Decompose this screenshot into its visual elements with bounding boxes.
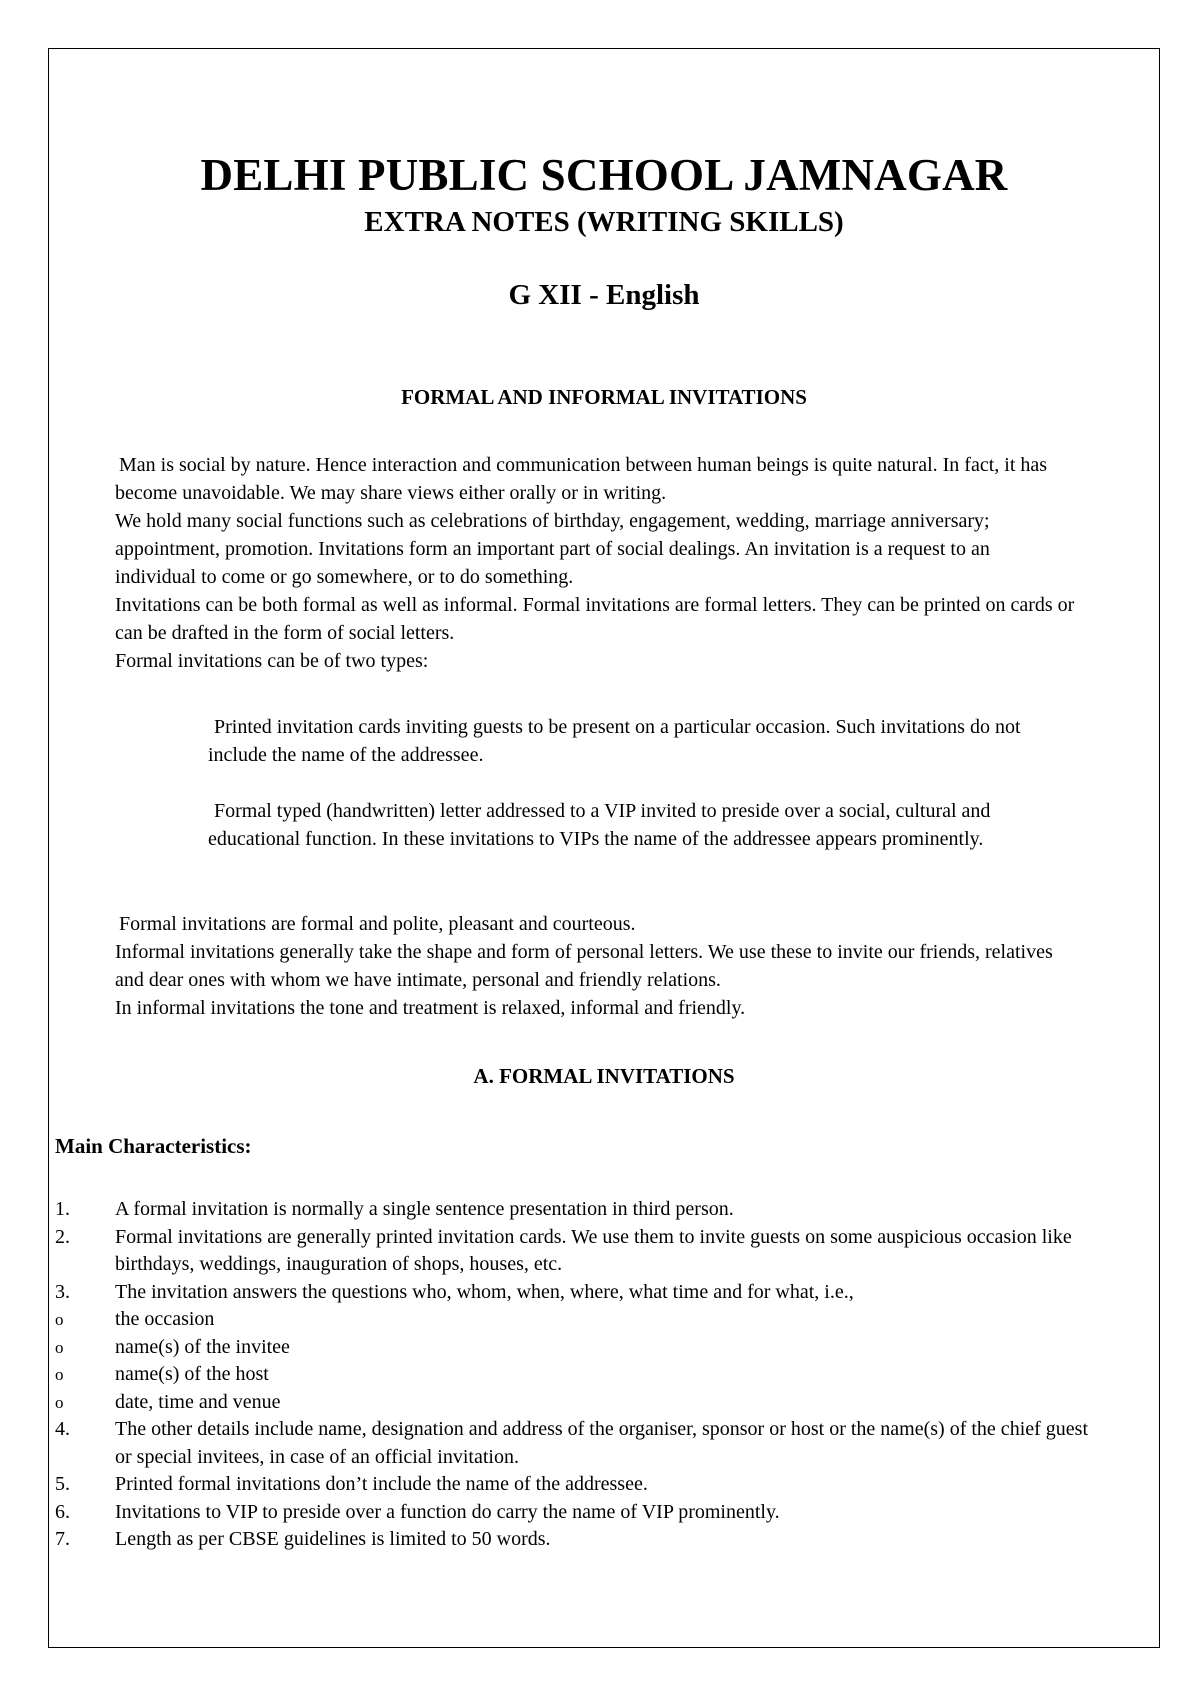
outro-paragraph: In informal invitations the tone and treatment is relaxed, informal and friendly. [115, 997, 746, 1019]
list-item [55, 1526, 1105, 1554]
list-item-text: name(s) of the host [115, 1363, 269, 1385]
characteristics-list [55, 1196, 1105, 1554]
list-marker: o [55, 1392, 64, 1412]
list-item-text: Invitations to VIP to preside over a function do carry the name of VIP prominently. [115, 1500, 780, 1523]
list-marker: 6. [55, 1500, 70, 1523]
list-item-text: A formal invitation is normally a single sentence presentation in third person. [115, 1198, 734, 1220]
intro-paragraph: Invitations can be both formal as well as informal. Formal invitations are formal letters. They can be printed on cards or can be drafted in the form of social letters. [115, 594, 1075, 644]
list-item-text: the occasion [115, 1308, 215, 1330]
list-marker: o [55, 1310, 64, 1329]
section-title: FORMAL AND INFORMAL INVITATIONS [401, 385, 807, 409]
list-marker: 4. [55, 1418, 70, 1440]
intro-paragraphs [115, 451, 1075, 675]
list-item [55, 1306, 1105, 1334]
list-item-text: Formal invitations are generally printed invitation cards. We use them to invite guests on some auspicious occasion like birthdays, weddings, inauguration of shops, houses, etc. [115, 1225, 1072, 1275]
list-marker: o [55, 1337, 64, 1357]
list-marker: 3. [55, 1280, 70, 1303]
list-marker: 5. [55, 1473, 70, 1495]
list-item [55, 1389, 1105, 1417]
list-item [55, 1224, 1105, 1279]
outro-paragraph: Formal invitations are formal and polite, pleasant and courteous. [119, 913, 636, 935]
invitation-types [208, 713, 1068, 881]
list-marker: 1. [55, 1198, 70, 1220]
school-title: DELHI PUBLIC SCHOOL JAMNAGAR [200, 150, 1008, 200]
list-item [55, 1334, 1105, 1362]
list-marker: 7. [55, 1528, 70, 1550]
intro-paragraph: Man is social by nature. Hence interaction and communication between human beings is quite natural. In fact, it has become unavoidable. We may share views either orally or in writing. [115, 454, 1048, 504]
list-item [55, 1361, 1105, 1389]
list-item [55, 1416, 1105, 1471]
list-item [55, 1196, 1105, 1224]
list-item [55, 1499, 1105, 1527]
list-item-text: The invitation answers the questions who, whom, when, where, what time and for what, i.e., [115, 1280, 854, 1303]
outro-paragraph: Informal invitations generally take the shape and form of personal letters. We use these to invite our friends, relatives and dear ones with whom we have intimate, personal and friendly relations. [115, 941, 1053, 991]
list-item-text: name(s) of the invitee [115, 1335, 290, 1358]
outro-paragraphs [115, 910, 1075, 1022]
list-item-text: Printed formal invitations don’t include the name of the addressee. [115, 1473, 648, 1495]
list-marker: o [55, 1365, 64, 1384]
intro-paragraph: Formal invitations can be of two types: [115, 650, 429, 672]
list-item-text: The other details include name, designation and address of the organiser, sponsor or host or the name(s) of the chief guest or special invitees, in case of an official invitation. [115, 1418, 1088, 1468]
list-item [55, 1471, 1105, 1499]
invitation-type-item: Formal typed (handwritten) letter addressed to a VIP invited to preside over a social, cultural and educational function. In these invitations to VIPs the name of the addressee appears prominently. [208, 800, 991, 850]
document-subtitle: EXTRA NOTES (WRITING SKILLS) [364, 206, 844, 238]
intro-paragraph: We hold many social functions such as celebrations of birthday, engagement, wedding, marriage anniversary; appointment, promotion. Invitations form an important part of social dealings. An invitation is a request to an individual to come or go somewhere, or to do something. [115, 510, 990, 588]
main-characteristics-label: Main Characteristics: [55, 1134, 252, 1158]
grade-subject: G XII - English [508, 279, 700, 311]
list-marker: 2. [55, 1225, 70, 1248]
invitation-type-item: Printed invitation cards inviting guests to be present on a particular occasion. Such invitations do not include the name of the addressee. [208, 716, 1021, 766]
list-item-text: date, time and venue [115, 1390, 281, 1413]
formal-invitations-heading: A. FORMAL INVITATIONS [473, 1064, 735, 1088]
list-item [55, 1279, 1105, 1307]
list-item-text: Length as per CBSE guidelines is limited to 50 words. [115, 1528, 551, 1550]
